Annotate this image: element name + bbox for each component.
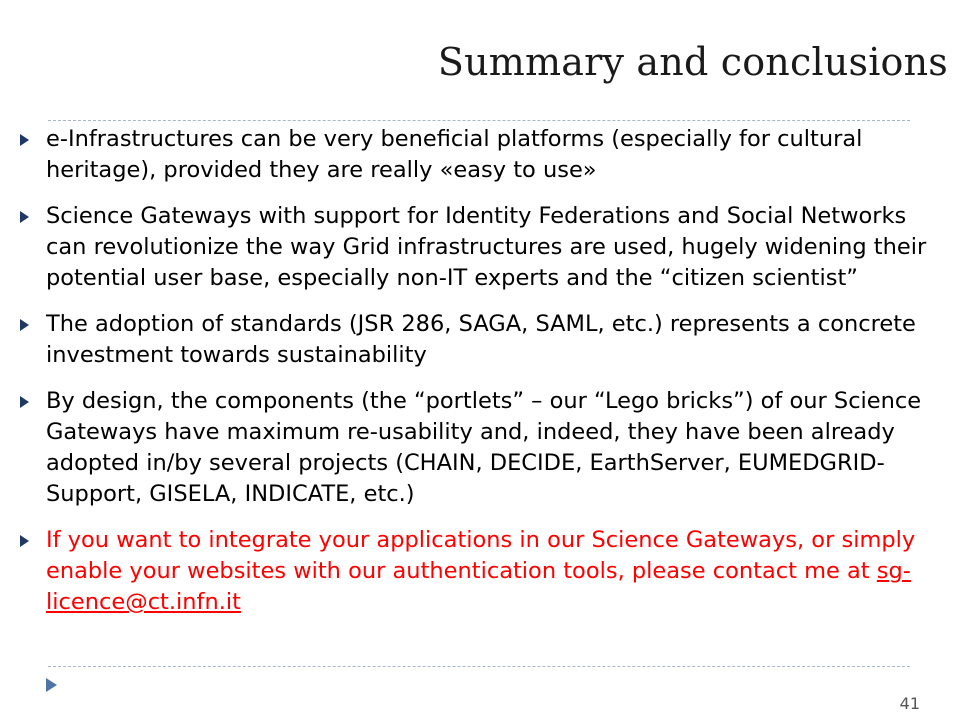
bullet-text: e-Infrastructures can be very beneficial platforms (especially for cultural heritage), provided they are really «easy to use» — [46, 126, 863, 183]
triangle-bullet-icon — [20, 134, 29, 146]
bullet-list — [18, 124, 938, 633]
bullet-item — [18, 309, 938, 371]
bullet-text: The adoption of standards (JSR 286, SAGA, SAML, etc.) represents a concrete investment towards sustainability — [46, 311, 916, 368]
bullet-item — [18, 124, 938, 186]
triangle-bullet-icon — [20, 211, 29, 223]
top-divider — [48, 120, 910, 121]
triangle-bullet-icon — [20, 396, 29, 408]
bullet-text: Science Gateways with support for Identity Federations and Social Networks can revolutionize the way Grid infrastructures are used, hugely widening their potential user base, especially non-IT experts and the “citizen scientist” — [46, 203, 927, 291]
bullet-item — [18, 386, 938, 510]
bullet-item — [18, 201, 938, 294]
triangle-marker-icon — [46, 678, 57, 692]
bullet-text: By design, the components (the “portlets” – our “Lego bricks”) of our Science Gateways have maximum re-usability and, indeed, they have been already adopted in/by several projects (CHAIN, DECIDE, EarthServer, EUMEDGRID-Support, GISELA, INDICATE, etc.) — [46, 388, 922, 507]
triangle-bullet-icon — [20, 535, 29, 547]
contact-bullet-item — [18, 525, 938, 618]
slide-title: Summary and conclusions — [437, 40, 948, 84]
bottom-divider — [48, 666, 910, 667]
triangle-bullet-icon — [20, 319, 29, 331]
contact-email-link[interactable]: sg-licence@ct.infn.it — [46, 558, 911, 615]
bullet-text: If you want to integrate your applications in our Science Gateways, or simply enable your websites with our authentication tools, please contact me at — [46, 527, 916, 584]
page-number: 41 — [899, 694, 920, 713]
